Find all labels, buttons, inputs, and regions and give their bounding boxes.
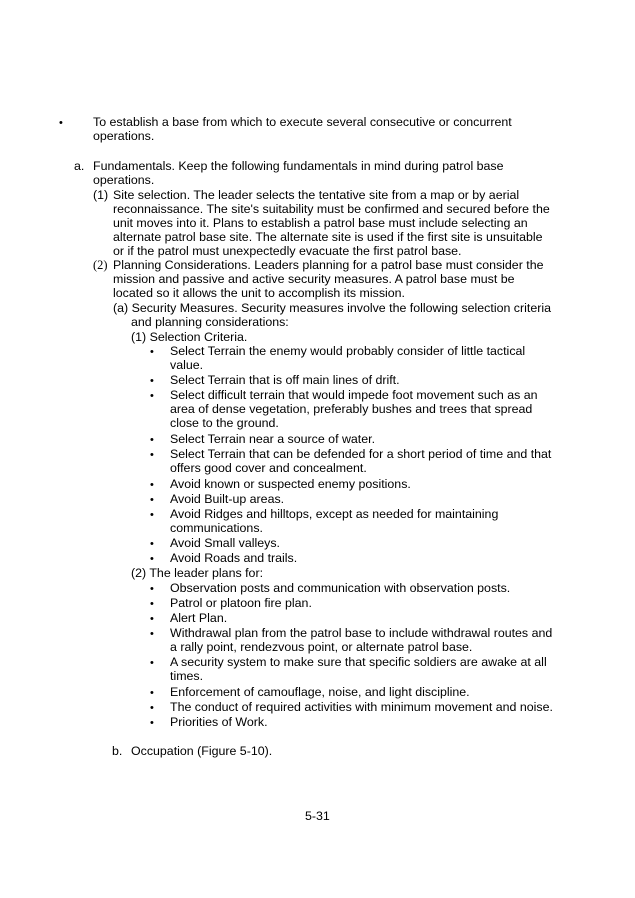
plans-bullet-text: The conduct of required activities with minimum movement and noise. — [170, 700, 553, 714]
criteria-heading: (1) Selection Criteria. — [131, 330, 248, 344]
plans-bullet-text: Alert Plan. — [170, 611, 228, 625]
item-2-marker: (2) — [93, 258, 108, 272]
bullet-icon: • — [150, 687, 154, 699]
bullet-icon: • — [150, 583, 154, 595]
section-a-marker: a. — [74, 159, 85, 173]
criteria-bullet-text: Select Terrain the enemy would probably consider of little tactical — [170, 344, 526, 358]
bullet-icon: • — [150, 657, 154, 669]
plans-heading: (2) The leader plans for: — [131, 566, 264, 580]
bullet-icon: • — [150, 702, 154, 714]
criteria-bullet-text: Select Terrain that is off main lines of drift. — [170, 373, 400, 387]
criteria-bullet-text: area of dense vegetation, preferably bushes and trees that spread — [170, 402, 533, 416]
intro-text-line: To establish a base from which to execute several consecutive or concurrent — [93, 115, 512, 129]
criteria-bullet-text: Avoid Roads and trails. — [170, 551, 298, 565]
section-b-text: Occupation (Figure 5-10). — [131, 744, 273, 758]
item-2-text: Planning Considerations. Leaders planning for a patrol base must consider the — [113, 258, 544, 272]
criteria-bullet-text: offers good cover and concealment. — [170, 461, 367, 475]
item-2-text: located so it allows the unit to accomplish its mission. — [113, 286, 405, 300]
criteria-bullet-text: close to the ground. — [170, 416, 279, 430]
bullet-icon: • — [150, 494, 154, 506]
section-a-text: operations. — [93, 173, 155, 187]
criteria-bullet-text: communications. — [170, 521, 263, 535]
item-1-text: or if the patrol must unexpectedly evacuate the first patrol base. — [113, 244, 462, 258]
bullet-icon: • — [150, 479, 154, 491]
bullet-icon: • — [150, 553, 154, 565]
criteria-bullet-text: Select Terrain that can be defended for a short period of time and that — [170, 447, 552, 461]
plans-bullet-text: Priorities of Work. — [170, 715, 268, 729]
criteria-bullet-text: Select difficult terrain that would impede foot movement such as an — [170, 388, 538, 402]
bullet-icon: • — [150, 717, 154, 729]
bullet-icon: • — [150, 449, 154, 461]
bullet-icon: • — [150, 390, 154, 402]
criteria-bullet-text: Avoid known or suspected enemy positions. — [170, 477, 411, 491]
criteria-bullet-text: Avoid Built-up areas. — [170, 492, 285, 506]
bullet-icon: • — [150, 613, 154, 625]
sub-a-text: and planning considerations: — [131, 315, 289, 329]
criteria-bullet-text: Avoid Ridges and hilltops, except as needed for maintaining — [170, 507, 499, 521]
bullet-icon: • — [150, 346, 154, 358]
bullet-icon: • — [150, 598, 154, 610]
section-a-text: Fundamentals. Keep the following fundamentals in mind during patrol base — [93, 159, 504, 173]
item-2-text: mission and passive and active security measures. A patrol base must be — [113, 272, 515, 286]
item-1-text: Site selection. The leader selects the tentative site from a map or by aerial — [113, 188, 520, 202]
bullet-icon: • — [150, 375, 154, 387]
criteria-bullet-text: value. — [170, 358, 204, 372]
item-1-text: unit moves into it. Plans to establish a patrol base must include selecting an — [113, 216, 528, 230]
criteria-bullet-text: Avoid Small valleys. — [170, 536, 280, 550]
intro-text-line: operations. — [93, 129, 155, 143]
plans-bullet-text: A security system to make sure that specific soldiers are awake at all — [170, 655, 547, 669]
plans-bullet-text: Patrol or platoon fire plan. — [170, 596, 312, 610]
item-1-text: alternate patrol base site. The alternate site is used if the first site is unsuitable — [113, 230, 543, 244]
bullet-icon: • — [59, 117, 63, 129]
plans-bullet-text: Enforcement of camouflage, noise, and light discipline. — [170, 685, 470, 699]
item-1-marker: (1) — [93, 188, 109, 202]
plans-bullet-text: times. — [170, 669, 204, 683]
item-1-text: reconnaissance. The site's suitability must be confirmed and secured before the — [113, 202, 550, 216]
page-number: 5-31 — [305, 809, 330, 823]
bullet-icon: • — [150, 538, 154, 550]
plans-bullet-text: Withdrawal plan from the patrol base to include withdrawal routes and — [170, 626, 553, 640]
bullet-icon: • — [150, 628, 154, 640]
plans-bullet-text: Observation posts and communication with observation posts. — [170, 581, 511, 595]
bullet-icon: • — [150, 509, 154, 521]
criteria-bullet-text: Select Terrain near a source of water. — [170, 432, 376, 446]
plans-bullet-text: a rally point, rendezvous point, or alternate patrol base. — [170, 640, 473, 654]
section-b-marker: b. — [112, 744, 123, 758]
sub-a-text: (a) Security Measures. Security measures involve the following selection criteria — [113, 301, 551, 315]
bullet-icon: • — [150, 434, 154, 446]
